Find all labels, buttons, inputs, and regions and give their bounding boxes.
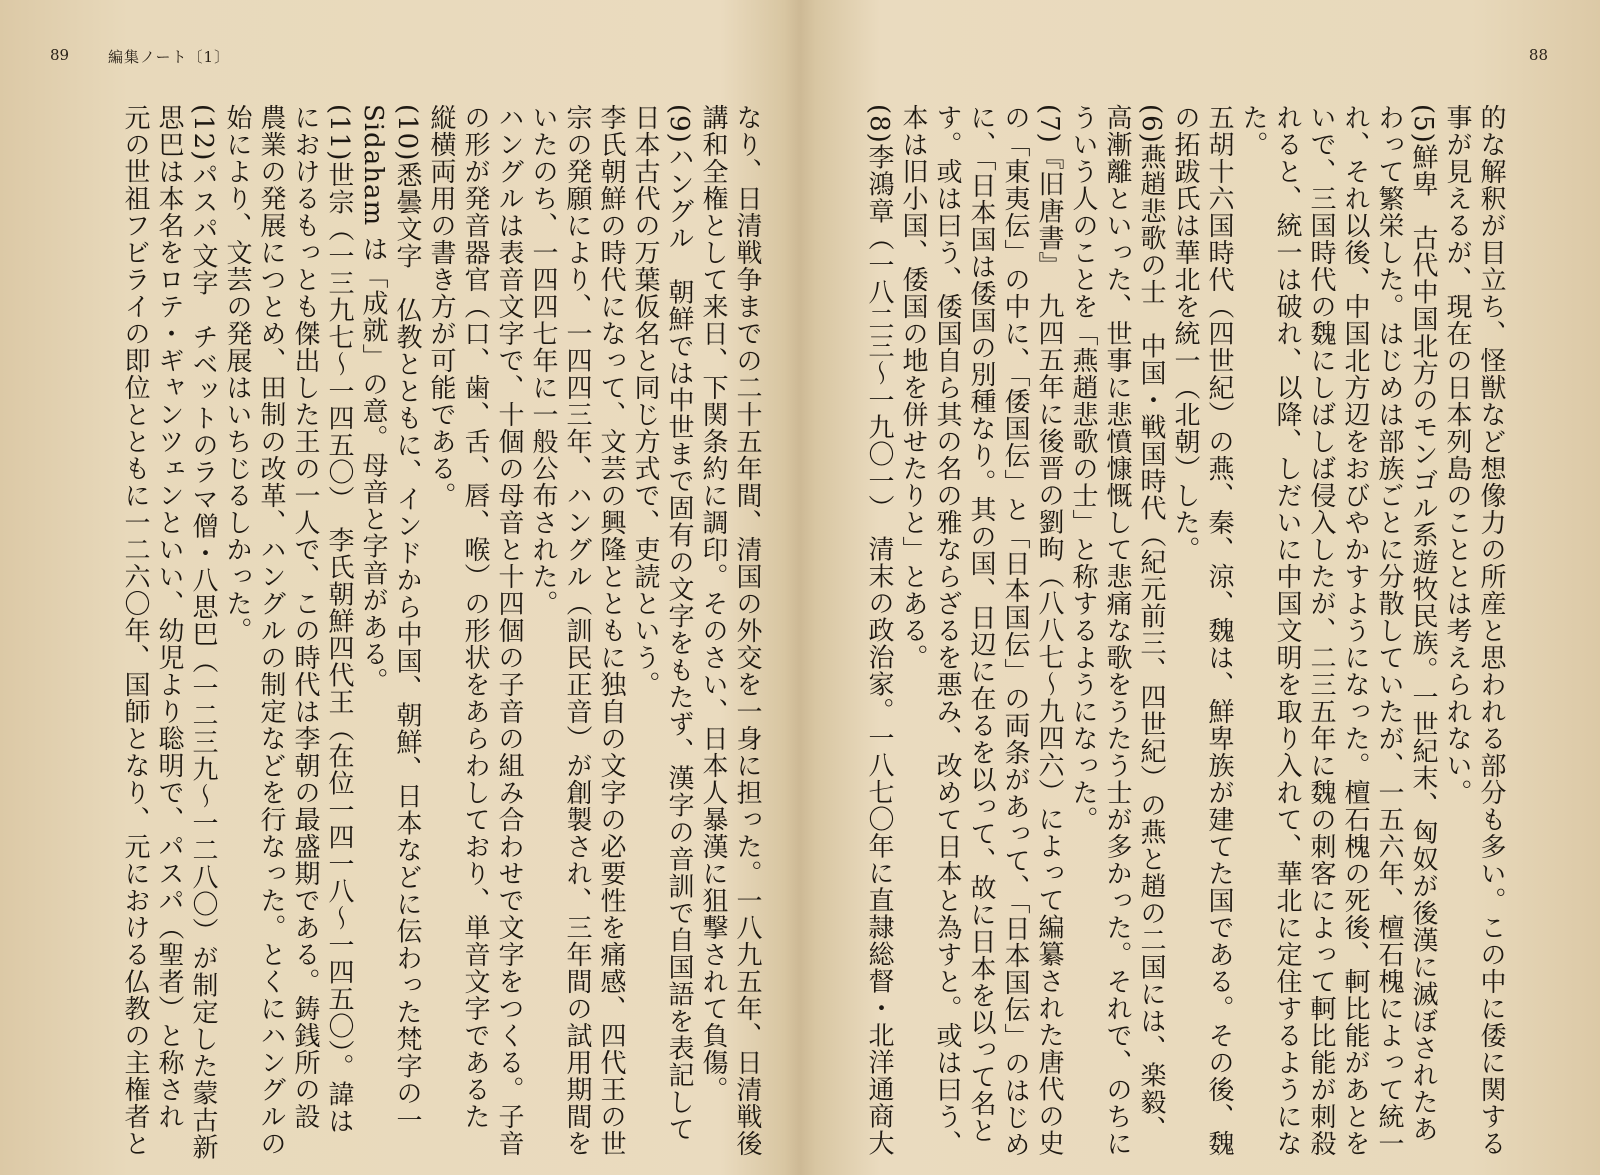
- text-column: (9)ハングル 朝鮮では中世まで固有の文字をもたず、漢字の音訓で自国語を表記して: [664, 104, 694, 1143]
- left-text-columns: [24, 104, 764, 1164]
- text-column: なり、日清戦争までの二十五年間、清国の外交を一身に担った。一八九五年、日清戦後: [732, 104, 762, 1157]
- text-column: (12)パスパ文字 チベットのラマ僧・八思巴（一二三九〜一二八〇）が制定した蒙古新: [188, 104, 218, 1161]
- text-column: (5)鮮卑 古代中国北方のモンゴル系遊牧民族。一世紀末、匈奴が後漢に滅ぼされたあ: [1408, 104, 1438, 1143]
- text-column: いで、三国時代の魏にしばしば侵入したが、二三五年に魏の刺客によって軻比能が刺殺: [1306, 104, 1336, 1157]
- page-number-right: 88: [1528, 46, 1548, 64]
- text-column: 日本古代の万葉仮名と同じ方式で、吏読という。: [630, 104, 660, 698]
- text-column: わって繁栄した。はじめは部族ごとに分散していたが、一五六年、檀石槐によって統一: [1374, 104, 1404, 1157]
- running-head: 編集ノート〔1〕: [108, 48, 231, 66]
- text-column: ういう人のことを「燕趙悲歌の士」と称するようになった。: [1068, 104, 1098, 833]
- right-text-columns: [818, 104, 1508, 1164]
- text-column: (7)『旧唐書』 九四五年に後晋の劉昫（八八七〜九四六）によって編纂された唐代の史: [1034, 104, 1064, 1157]
- page-number-left: 89: [50, 46, 70, 64]
- text-column: ハングルは表音文字で、十個の母音と十四個の子音の組み合わせで文字をつくる。子音: [494, 104, 524, 1157]
- text-column: 元の世祖フビライの即位とともに一二六〇年、国師となり、元における仏教の主権者と: [120, 104, 150, 1157]
- text-column: 縦横両用の書き方が可能である。: [426, 104, 456, 509]
- text-column: 講和全権として来日、下関条約に調印。そのさい、日本人暴漢に狙撃されて負傷。: [698, 104, 728, 1103]
- text-column: に、「日本国は倭国の別種なり。其の国、日辺に在るを以って、故に日本を以って名と: [966, 104, 996, 1144]
- text-column: 高漸離といった、世事に悲憤慷慨して悲痛な歌をうたう士が多かった。それで、のちに: [1102, 104, 1132, 1157]
- text-column: 思巴は本名をロテ・ギャンツェンといい、幼児より聡明で、パスパ（聖者）と称され: [154, 104, 184, 1130]
- text-column: 本は旧小国、倭国の地を併せたりと」とある。: [898, 104, 928, 671]
- text-column: の形が発音器官（口、歯、舌、唇、喉）の形状をあらわしており、単音文字であるた: [460, 104, 490, 1130]
- text-column: (6)燕趙悲歌の士 中国・戦国時代（紀元前三、四世紀）の燕と趙の二国には、楽毅、: [1136, 104, 1166, 1143]
- text-column: 農業の発展につとめ、田制の改革、ハングルの制定などを行なった。とくにハングルの: [256, 104, 286, 1157]
- text-column: 李氏朝鮮の時代になって、文芸の興隆とともに独自の文字の必要性を痛感、四代王の世: [596, 104, 626, 1157]
- right-page: [790, 0, 1600, 1175]
- text-column: 始により、文芸の発展はいちじるしかった。: [222, 104, 252, 644]
- left-page: [0, 0, 790, 1175]
- text-column: (8)李鴻章（一八二三〜一九〇一） 清末の政治家。一八七〇年に直隷総督・北洋通商大: [864, 104, 894, 1157]
- text-column: Sidaham は「成就」の意。母音と字音がある。: [358, 104, 388, 695]
- text-column: れ、それ以後、中国北方辺をおびやかすようになった。檀石槐の死後、軻比能があとを: [1340, 104, 1370, 1157]
- text-column: 五胡十六国時代（四世紀）の燕、秦、涼、魏は、鮮卑族が建てた国である。その後、魏: [1204, 104, 1234, 1157]
- text-column: れると、統一は破れ、以降、しだいに中国文明を取り入れて、華北に定住するようにな: [1272, 104, 1302, 1157]
- text-column: いたのち、一四四七年に一般公布された。: [528, 104, 558, 617]
- text-column: 的な解釈が目立ち、怪獣など想像力の所産と思われる部分も多い。この中に倭に関する: [1476, 104, 1506, 1157]
- text-column: の「東夷伝」の中に、「倭国伝」と「日本国伝」の両条があって、「日本国伝」のはじめ: [1000, 104, 1030, 1158]
- text-column: の拓跋氏は華北を統一（北朝）した。: [1170, 104, 1200, 563]
- text-column: た。: [1238, 104, 1268, 158]
- text-column: (11)世宗（一三九七〜一四五〇） 李氏朝鮮四代王（在位一四一八〜一四五〇）。諱は: [324, 104, 354, 1135]
- text-column: 事が見えるが、現在の日本列島のこととは考えられない。: [1442, 104, 1472, 806]
- text-column: (10)悉曇文字 仏教とともに、インドから中国、朝鮮、日本などに伝わった梵字の一: [392, 104, 422, 1134]
- text-column: す。或は曰う、倭国自ら其の名の雅ならざるを悪み、改めて日本と為すと。或は曰う、: [932, 104, 962, 1157]
- text-column: におけるもっとも傑出した王の一人で、この時代は李朝の最盛期である。鋳銭所の設: [290, 104, 320, 1130]
- text-column: 宗の発願により、一四四三年、ハングル（訓民正音）が創製され、三年間の試用期間を: [562, 104, 592, 1157]
